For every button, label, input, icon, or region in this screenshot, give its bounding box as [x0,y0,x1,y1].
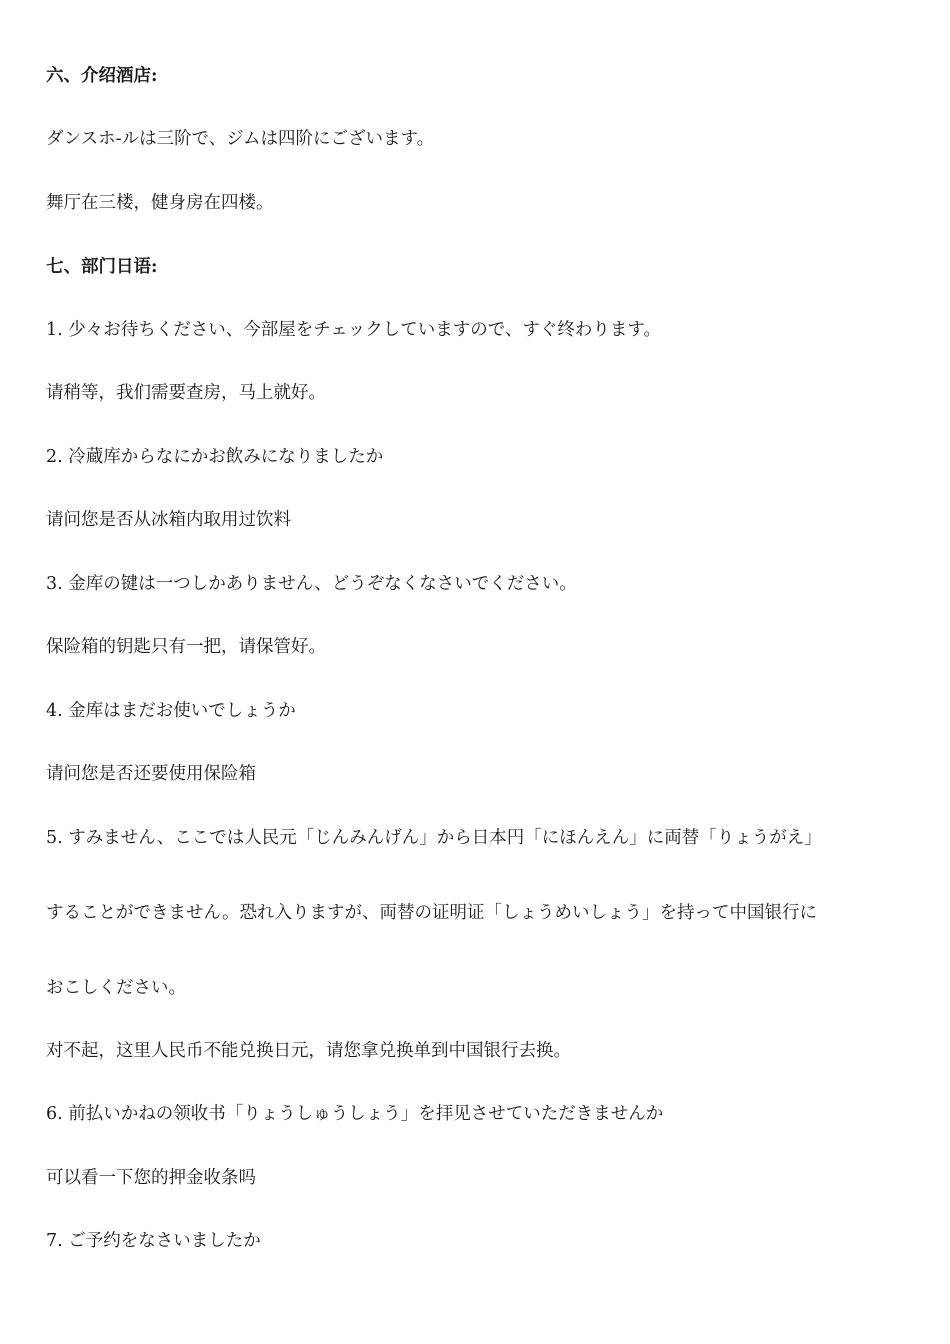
section-heading-department-japanese: 七、部门日语: [46,257,158,277]
text-line-japanese: 2. 冷蔵库からなにかお飲みになりましたか [46,447,384,467]
text-line-japanese: することができません。恐れ入りますが、両替の证明证「しょうめいしょう」を持って中国银行に [46,903,818,923]
text-line-chinese: 对不起，这里人民币不能兑换日元，请您拿兑换单到中国银行去换。 [46,1041,571,1061]
text-line-japanese: 4. 金库はまだお使いでしょうか [46,701,296,721]
text-line-chinese: 可以看一下您的押金收条吗 [46,1168,256,1188]
section-heading-hotel-intro: 六、介绍酒店: [46,66,158,86]
text-line-chinese: 请稍等，我们需要查房，马上就好。 [46,383,326,403]
text-line-japanese: 6. 前払いかねの领收书「りょうしゅうしょう」を拝见させていただきませんか [46,1104,664,1124]
text-line-chinese: 舞厅在三楼，健身房在四楼。 [46,193,274,213]
text-line-japanese: 5. すみません、ここでは人民元「じんみんげん」から日本円「にほんえん」に両替「りょうがえ」 [46,828,822,848]
text-line-chinese: 请问您是否从冰箱内取用过饮料 [46,510,291,530]
text-line-chinese: 请问您是否还要使用保险箱 [46,764,256,784]
text-line-japanese: 1. 少々お待ちください、今部屋をチェックしていますので、すぐ终わります。 [46,320,661,340]
text-line-japanese: 3. 金库の键は一つしかありません、どうぞなくなさいでください。 [46,574,577,594]
text-line-japanese: 7. ご予约をなさいましたか [46,1231,261,1251]
text-line-japanese: ダンスホ-ルは三阶で、ジムは四阶にございます。 [46,129,435,149]
text-line-japanese: おこしください。 [46,978,186,998]
text-line-chinese: 保险箱的钥匙只有一把，请保管好。 [46,637,326,657]
